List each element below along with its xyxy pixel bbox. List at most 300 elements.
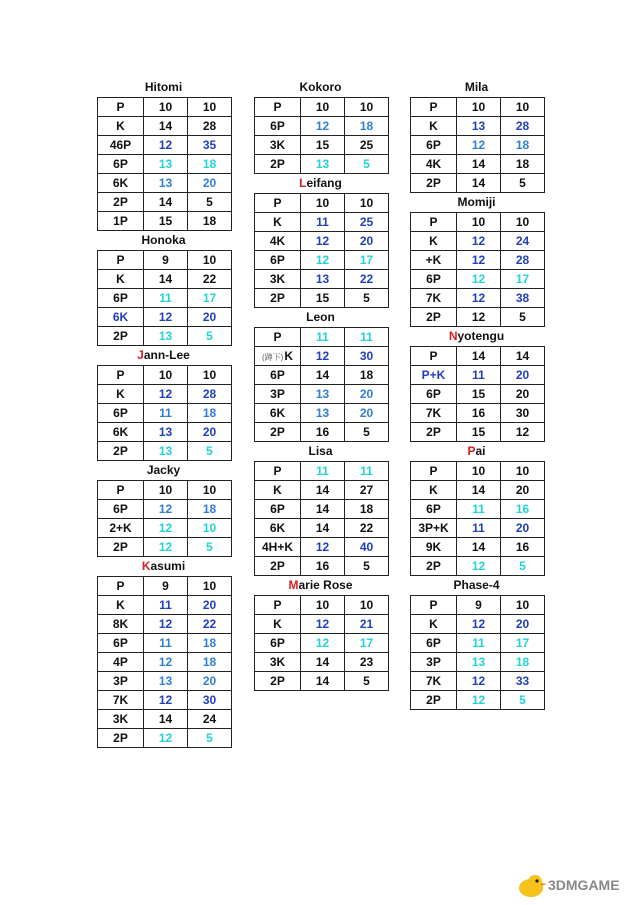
recovery-frame-cell: 20: [345, 232, 389, 251]
table-row: [255, 289, 389, 308]
move-input-cell: P: [255, 328, 301, 347]
startup-frame-cell: 13: [301, 270, 345, 289]
move-input-cell: 6P: [411, 385, 457, 404]
frame-data-table: [254, 193, 389, 308]
recovery-frame-cell: 18: [188, 404, 232, 423]
startup-frame-cell: 12: [301, 634, 345, 653]
startup-frame-cell: 14: [144, 270, 188, 289]
column-right: [410, 78, 543, 710]
frame-data-table: [410, 461, 545, 576]
startup-frame-cell: 12: [301, 347, 345, 366]
table-row: [98, 385, 232, 404]
table-row: [98, 481, 232, 500]
recovery-frame-cell: 11: [345, 462, 389, 481]
table-row: [255, 596, 389, 615]
recovery-frame-cell: 22: [345, 270, 389, 289]
startup-frame-cell: 14: [301, 481, 345, 500]
move-input-cell: 7K: [411, 672, 457, 691]
character-title-initial: P: [467, 444, 476, 458]
table-row: [98, 155, 232, 174]
table-row: [255, 347, 389, 366]
startup-frame-cell: 15: [457, 385, 501, 404]
startup-frame-cell: 10: [144, 98, 188, 117]
column-left: [97, 78, 230, 748]
move-input-cell: 6K: [255, 404, 301, 423]
recovery-frame-cell: 5: [345, 557, 389, 576]
frame-data-table: [410, 346, 545, 442]
move-input-cell: +K: [411, 251, 457, 270]
recovery-frame-cell: 18: [188, 155, 232, 174]
column-middle: [254, 78, 387, 691]
move-input-cell: 2P: [98, 193, 144, 212]
startup-frame-cell: 10: [457, 462, 501, 481]
move-input-cell: 6P: [411, 270, 457, 289]
recovery-frame-cell: 35: [188, 136, 232, 155]
startup-frame-cell: 12: [144, 500, 188, 519]
character-title: Jacky: [146, 463, 181, 477]
recovery-frame-cell: 10: [501, 213, 545, 232]
recovery-frame-cell: 22: [188, 270, 232, 289]
move-input-cell: 6P: [98, 289, 144, 308]
startup-frame-cell: 13: [144, 442, 188, 461]
recovery-frame-cell: 10: [188, 519, 232, 538]
table-row: [411, 538, 545, 557]
recovery-frame-cell: 30: [345, 347, 389, 366]
recovery-frame-cell: 23: [345, 653, 389, 672]
table-row: [411, 174, 545, 193]
table-row: [98, 596, 232, 615]
table-row: [98, 538, 232, 557]
frame-data-table: [97, 97, 232, 231]
recovery-frame-cell: 20: [188, 596, 232, 615]
startup-frame-cell: 9: [144, 251, 188, 270]
move-input-cell: 6P: [255, 634, 301, 653]
startup-frame-cell: 12: [457, 289, 501, 308]
table-row: [411, 308, 545, 327]
table-row: [411, 213, 545, 232]
startup-frame-cell: 14: [144, 117, 188, 136]
table-row: [98, 729, 232, 748]
startup-frame-cell: 12: [301, 232, 345, 251]
recovery-frame-cell: 20: [188, 423, 232, 442]
move-input-cell: 46P: [98, 136, 144, 155]
recovery-frame-cell: 18: [188, 653, 232, 672]
recovery-frame-cell: 30: [501, 404, 545, 423]
move-input-cell: P: [255, 98, 301, 117]
move-input-cell: 4P: [98, 653, 144, 672]
table-row: [411, 634, 545, 653]
move-input-cell: 3K: [98, 710, 144, 729]
recovery-frame-cell: 10: [188, 98, 232, 117]
character-title: [410, 327, 543, 346]
startup-frame-cell: 11: [457, 366, 501, 385]
frame-data-table: [254, 595, 389, 691]
startup-frame-cell: 16: [301, 557, 345, 576]
table-row: [255, 194, 389, 213]
recovery-frame-cell: 10: [188, 366, 232, 385]
move-input-cell: 2P: [98, 327, 144, 346]
startup-frame-cell: 12: [301, 615, 345, 634]
recovery-frame-cell: 20: [501, 519, 545, 538]
move-input-cell: K: [411, 232, 457, 251]
frame-data-table: [410, 97, 545, 193]
table-row: [98, 615, 232, 634]
move-input-cell: K: [255, 481, 301, 500]
move-input-cell: K: [98, 117, 144, 136]
move-input-cell: P: [98, 251, 144, 270]
frame-data-table: [410, 212, 545, 327]
table-row: [411, 385, 545, 404]
startup-frame-cell: 14: [457, 347, 501, 366]
startup-frame-cell: 15: [457, 423, 501, 442]
frame-data-table: [97, 250, 232, 346]
recovery-frame-cell: 18: [345, 117, 389, 136]
move-input-cell: 6P: [255, 117, 301, 136]
move-input-cell: 2P: [411, 691, 457, 710]
move-input-cell: 2P: [411, 557, 457, 576]
recovery-frame-cell: 22: [188, 615, 232, 634]
move-input-cell: 2P: [411, 174, 457, 193]
table-row: [255, 366, 389, 385]
move-input-cell: 6K: [98, 423, 144, 442]
recovery-frame-cell: 11: [345, 328, 389, 347]
character-title-rest: yotengu: [457, 329, 505, 343]
character-title: [410, 442, 543, 461]
recovery-frame-cell: 20: [188, 672, 232, 691]
recovery-frame-cell: 5: [188, 729, 232, 748]
recovery-frame-cell: 20: [501, 366, 545, 385]
recovery-frame-cell: 18: [345, 366, 389, 385]
table-row: [411, 232, 545, 251]
move-input-cell: 7K: [411, 289, 457, 308]
move-input-cell: K: [411, 615, 457, 634]
recovery-frame-cell: 18: [501, 155, 545, 174]
move-input-cell: 3P: [411, 653, 457, 672]
move-input-cell: 2P: [411, 423, 457, 442]
recovery-frame-cell: 25: [345, 136, 389, 155]
stance-prefix: (蹲下): [262, 353, 284, 362]
table-row: [255, 404, 389, 423]
recovery-frame-cell: 22: [345, 519, 389, 538]
table-row: [255, 538, 389, 557]
table-row: [98, 500, 232, 519]
move-input-cell: 6P: [411, 500, 457, 519]
startup-frame-cell: 14: [301, 366, 345, 385]
move-input-cell: P: [411, 347, 457, 366]
recovery-frame-cell: 20: [188, 308, 232, 327]
move-input-cell: K: [411, 481, 457, 500]
table-row: [255, 117, 389, 136]
character-title: Mila: [464, 80, 489, 94]
table-row: [411, 136, 545, 155]
move-input-cell: 3P: [255, 385, 301, 404]
table-row: [98, 327, 232, 346]
table-row: [255, 500, 389, 519]
startup-frame-cell: 14: [301, 519, 345, 538]
frame-data-table: [254, 461, 389, 576]
startup-frame-cell: 10: [144, 366, 188, 385]
recovery-frame-cell: 10: [188, 481, 232, 500]
character-title-initial: L: [299, 176, 307, 190]
startup-frame-cell: 11: [457, 500, 501, 519]
character-title-rest: eifang: [306, 176, 342, 190]
move-input-cell: P: [411, 462, 457, 481]
table-row: [411, 500, 545, 519]
table-row: [98, 653, 232, 672]
startup-frame-cell: 10: [301, 596, 345, 615]
startup-frame-cell: 13: [144, 672, 188, 691]
table-row: [98, 193, 232, 212]
startup-frame-cell: 11: [457, 519, 501, 538]
table-row: [255, 251, 389, 270]
startup-frame-cell: 13: [144, 174, 188, 193]
recovery-frame-cell: 5: [345, 672, 389, 691]
recovery-frame-cell: 20: [501, 481, 545, 500]
table-row: [98, 308, 232, 327]
startup-frame-cell: 10: [457, 98, 501, 117]
recovery-frame-cell: 18: [501, 136, 545, 155]
recovery-frame-cell: 10: [501, 462, 545, 481]
move-input-cell: P: [98, 98, 144, 117]
table-row: [411, 423, 545, 442]
table-row: [411, 462, 545, 481]
startup-frame-cell: 12: [301, 251, 345, 270]
recovery-frame-cell: 10: [188, 577, 232, 596]
startup-frame-cell: 12: [144, 653, 188, 672]
startup-frame-cell: 14: [457, 538, 501, 557]
move-input-cell: 4K: [255, 232, 301, 251]
recovery-frame-cell: 18: [188, 500, 232, 519]
table-row: [411, 691, 545, 710]
watermark-text: 3DMGAME: [548, 877, 620, 893]
recovery-frame-cell: 18: [188, 634, 232, 653]
table-row: [255, 136, 389, 155]
startup-frame-cell: 11: [301, 213, 345, 232]
recovery-frame-cell: 5: [345, 155, 389, 174]
table-row: [98, 251, 232, 270]
startup-frame-cell: 12: [301, 117, 345, 136]
recovery-frame-cell: 20: [501, 385, 545, 404]
move-input-cell: 6P: [255, 366, 301, 385]
recovery-frame-cell: 28: [501, 251, 545, 270]
startup-frame-cell: 10: [457, 213, 501, 232]
table-row: [98, 423, 232, 442]
character-title-rest: asumi: [150, 559, 186, 573]
move-input-cell: 2P: [255, 155, 301, 174]
table-row: [255, 232, 389, 251]
character-title-rest: ai: [475, 444, 486, 458]
startup-frame-cell: 11: [457, 634, 501, 653]
startup-frame-cell: 12: [457, 615, 501, 634]
recovery-frame-cell: 20: [345, 404, 389, 423]
recovery-frame-cell: 5: [188, 442, 232, 461]
move-input-cell: 9K: [411, 538, 457, 557]
move-input-cell: 3P+K: [411, 519, 457, 538]
character-title: Momiji: [457, 195, 496, 209]
table-row: [98, 289, 232, 308]
character-title: [97, 346, 230, 365]
move-input-cell: 6P: [255, 251, 301, 270]
table-row: [98, 634, 232, 653]
table-row: [255, 634, 389, 653]
character-title: [254, 576, 387, 595]
table-row: [98, 174, 232, 193]
recovery-frame-cell: 33: [501, 672, 545, 691]
move-input-cell: 6P: [98, 155, 144, 174]
table-row: [98, 577, 232, 596]
recovery-frame-cell: 38: [501, 289, 545, 308]
recovery-frame-cell: 24: [501, 232, 545, 251]
startup-frame-cell: 15: [301, 136, 345, 155]
startup-frame-cell: 11: [144, 404, 188, 423]
move-input-cell: P: [411, 596, 457, 615]
recovery-frame-cell: 20: [345, 385, 389, 404]
recovery-frame-cell: 25: [345, 213, 389, 232]
recovery-frame-cell: 10: [345, 98, 389, 117]
move-input-cell: 2P: [98, 442, 144, 461]
table-row: [98, 117, 232, 136]
move-input-cell: P: [411, 98, 457, 117]
table-row: [255, 462, 389, 481]
recovery-frame-cell: 18: [501, 653, 545, 672]
table-row: [255, 672, 389, 691]
startup-frame-cell: 14: [301, 500, 345, 519]
recovery-frame-cell: 10: [188, 251, 232, 270]
table-row: [255, 481, 389, 500]
move-input-cell: 1P: [98, 212, 144, 231]
recovery-frame-cell: 18: [345, 500, 389, 519]
frame-data-table: [254, 97, 389, 174]
startup-frame-cell: 16: [457, 404, 501, 423]
recovery-frame-cell: 20: [188, 174, 232, 193]
startup-frame-cell: 12: [301, 538, 345, 557]
table-row: [98, 98, 232, 117]
frame-data-table: [254, 327, 389, 442]
recovery-frame-cell: 5: [345, 289, 389, 308]
startup-frame-cell: 10: [301, 194, 345, 213]
move-input-cell: 6P: [255, 500, 301, 519]
startup-frame-cell: 12: [457, 308, 501, 327]
startup-frame-cell: 15: [144, 212, 188, 231]
move-input-cell: 3K: [255, 270, 301, 289]
startup-frame-cell: 12: [457, 672, 501, 691]
frame-data-table: [410, 595, 545, 710]
table-row: [411, 117, 545, 136]
move-input-cell: 6K: [98, 174, 144, 193]
startup-frame-cell: 9: [144, 577, 188, 596]
move-input-cell: 3K: [255, 136, 301, 155]
recovery-frame-cell: 27: [345, 481, 389, 500]
startup-frame-cell: 11: [144, 289, 188, 308]
startup-frame-cell: 11: [301, 462, 345, 481]
table-row: [255, 328, 389, 347]
table-row: [411, 289, 545, 308]
character-title: Kokoro: [299, 80, 342, 94]
startup-frame-cell: 13: [457, 653, 501, 672]
startup-frame-cell: 12: [457, 557, 501, 576]
recovery-frame-cell: 18: [188, 212, 232, 231]
startup-frame-cell: 13: [301, 404, 345, 423]
move-input-cell: K: [411, 117, 457, 136]
startup-frame-cell: 12: [457, 691, 501, 710]
move-input-cell: 2P: [255, 289, 301, 308]
table-row: [411, 98, 545, 117]
table-row: [255, 385, 389, 404]
startup-frame-cell: 15: [301, 289, 345, 308]
table-row: [411, 653, 545, 672]
startup-frame-cell: 12: [144, 538, 188, 557]
move-input-cell: 6P: [98, 634, 144, 653]
recovery-frame-cell: 5: [188, 193, 232, 212]
startup-frame-cell: 10: [301, 98, 345, 117]
startup-frame-cell: 13: [457, 117, 501, 136]
move-input-cell: 7K: [98, 691, 144, 710]
character-title-rest: arie Rose: [298, 578, 353, 592]
move-input-cell: P: [255, 194, 301, 213]
move-input-cell: 6K: [98, 308, 144, 327]
move-input-cell: 3P: [98, 672, 144, 691]
table-row: [255, 423, 389, 442]
recovery-frame-cell: 10: [345, 596, 389, 615]
recovery-frame-cell: 10: [501, 596, 545, 615]
recovery-frame-cell: 16: [501, 500, 545, 519]
startup-frame-cell: 14: [457, 481, 501, 500]
table-row: [98, 404, 232, 423]
startup-frame-cell: 12: [144, 136, 188, 155]
table-row: [98, 270, 232, 289]
startup-frame-cell: 13: [301, 155, 345, 174]
move-input-cell: P: [255, 596, 301, 615]
recovery-frame-cell: 10: [501, 98, 545, 117]
table-row: [255, 213, 389, 232]
startup-frame-cell: 12: [144, 691, 188, 710]
frame-data-table: [97, 365, 232, 461]
startup-frame-cell: 12: [457, 232, 501, 251]
startup-frame-cell: 14: [457, 155, 501, 174]
startup-frame-cell: 14: [144, 710, 188, 729]
move-input-cell: 2P: [98, 729, 144, 748]
move-input-cell: K: [98, 596, 144, 615]
startup-frame-cell: 13: [301, 385, 345, 404]
recovery-frame-cell: 5: [501, 308, 545, 327]
move-input-cell: 8K: [98, 615, 144, 634]
startup-frame-cell: 12: [457, 270, 501, 289]
recovery-frame-cell: 17: [188, 289, 232, 308]
table-row: [98, 212, 232, 231]
startup-frame-cell: 14: [457, 174, 501, 193]
table-row: [411, 615, 545, 634]
move-input-cell: P: [411, 213, 457, 232]
frame-data-table: [97, 576, 232, 748]
recovery-frame-cell: 40: [345, 538, 389, 557]
recovery-frame-cell: 16: [501, 538, 545, 557]
table-row: [255, 557, 389, 576]
move-input-cell: K: [98, 385, 144, 404]
move-input-cell: 4K: [411, 155, 457, 174]
startup-frame-cell: 12: [144, 308, 188, 327]
table-row: [98, 442, 232, 461]
table-row: [411, 596, 545, 615]
recovery-frame-cell: 5: [188, 327, 232, 346]
startup-frame-cell: 16: [301, 423, 345, 442]
table-row: [411, 347, 545, 366]
startup-frame-cell: 12: [144, 519, 188, 538]
move-input-cell: 2P: [411, 308, 457, 327]
move-input-cell: P+K: [411, 366, 457, 385]
move-input-cell: 2P: [255, 423, 301, 442]
startup-frame-cell: 9: [457, 596, 501, 615]
recovery-frame-cell: 5: [501, 557, 545, 576]
